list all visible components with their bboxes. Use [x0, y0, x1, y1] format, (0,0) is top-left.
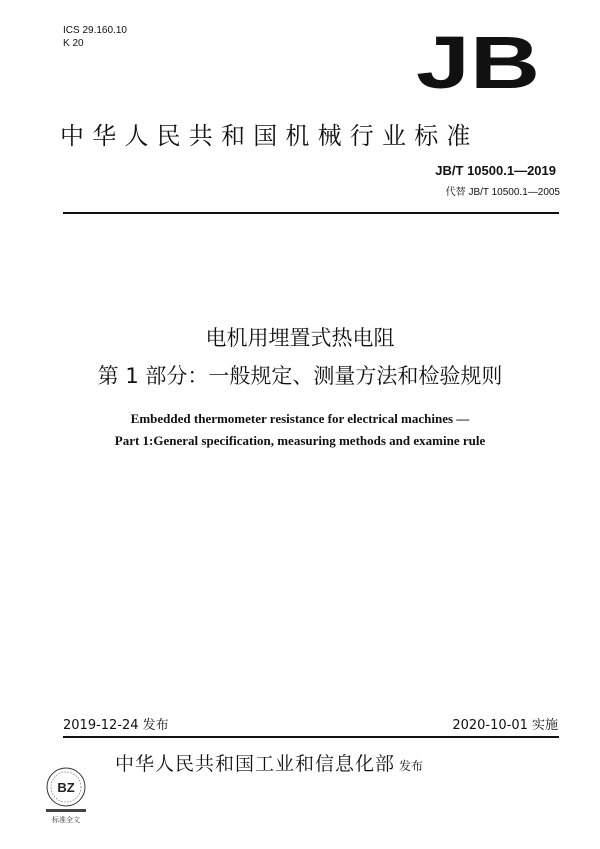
jb-logo	[414, 30, 542, 92]
en-title-line-2: Part 1:General specification, measuring methods and examine rule	[114, 433, 486, 448]
ics-code: ICS 29.160.10	[63, 25, 127, 36]
stamp-caption: 标准全文	[52, 816, 80, 824]
replaces-note: 代替 JB/T 10500.1—2005	[445, 187, 560, 198]
footer-divider	[63, 736, 559, 738]
issuer	[115, 749, 423, 776]
publish-date: 2019-12-24 发布	[63, 718, 169, 733]
logo-text: JB	[416, 30, 540, 92]
source-stamp	[40, 765, 92, 825]
class-code: K 20	[63, 38, 84, 49]
standard-number: JB/T 10500.1—2019	[435, 163, 556, 178]
standard-category-title: 中华人民共和国机械行业标准	[60, 122, 479, 150]
zh-title-line-2: 第 1 部分：一般规定、测量方法和检验规则	[97, 364, 503, 388]
stamp-mark: BZ	[57, 780, 75, 795]
issuer-name: 中华人民共和国工业和信息化部	[115, 753, 396, 775]
zh-title-line-1: 电机用埋置式热电阻	[205, 326, 395, 350]
issuer-verb: 发布	[399, 759, 424, 773]
implement-date: 2020-10-01 实施	[452, 718, 558, 733]
header-divider	[63, 212, 559, 214]
classification-codes	[63, 24, 127, 50]
en-title-line-1: Embedded thermometer resistance for electrical machines —	[130, 411, 470, 426]
